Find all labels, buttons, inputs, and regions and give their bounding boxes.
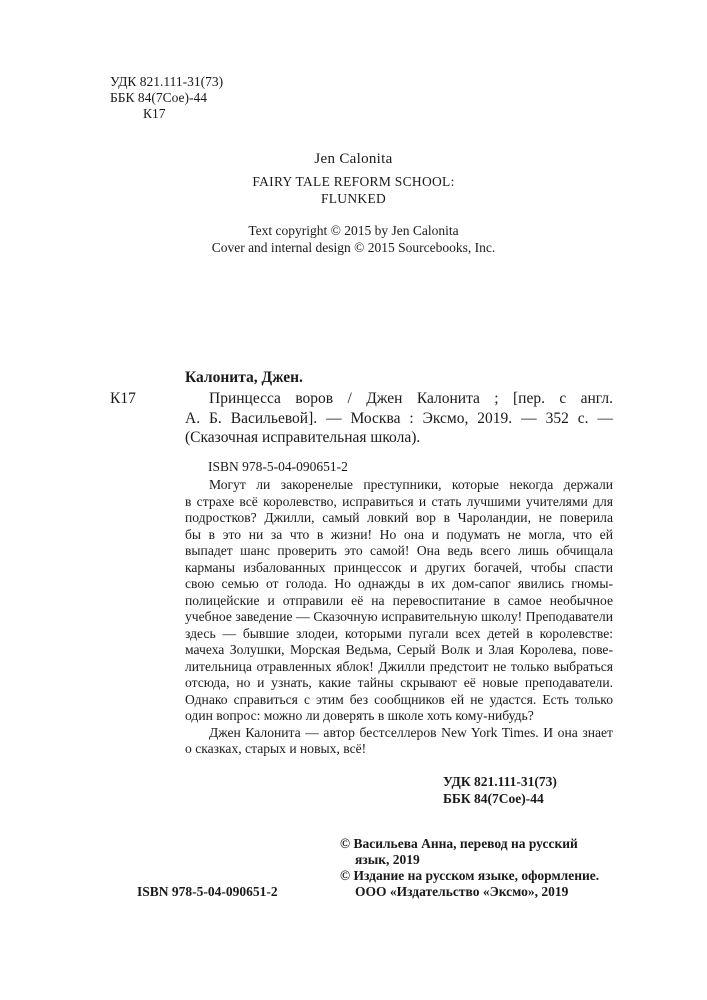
annotation-line: Могут ли закоренелые преступники, которые некогда держали [209,477,613,492]
annotation-line: карманы избалованных принцессок и других богачей, чтобы спасти [185,559,613,575]
annotation-line: в страхе всё королевство, исправиться и стать лучшими учителями для [185,493,613,509]
annotation-line: свою семью от голода. Но однажды в их дом-сапог явились гномы- [185,576,613,591]
annotation-line: выпадет шанс проверить это самой! Она ведь всего лишь обчищала [185,543,613,558]
catalog-isbn: ISBN 978-5-04-090651-2 [208,459,348,474]
annotation-line: один вопрос: можно ли доверять в школе хоть кому-нибудь? [185,708,534,723]
original-edition-info [100,150,607,256]
annotation-line: Джен Калонита — автор бестселлеров New York Times. И она знает [209,724,613,740]
description-line: А. Б. Васильевой]. — Москва : Эксмо, 2019. — 352 с. — [185,409,613,427]
annotation-line: о сказках, старых и новых, всё! [185,741,367,756]
annotation-line: бы в это ни за что в жизни! Но она и подумать не могла, что ей [185,526,613,542]
udk-code: УДК 821.111-31(73) [110,74,224,89]
bottom-isbn: ISBN 978-5-04-090651-2 [137,884,278,899]
original-author: Jen Calonita [314,151,393,167]
annotation-line: полицейские и отправили её на перевоспитание в самое необычное [185,592,613,608]
original-title-line2: FLUNKED [320,191,387,206]
author-mark: К17 [143,106,166,121]
design-copyright: Cover and internal design © 2015 Sourcebooks, Inc. [211,240,496,255]
annotation-line: учебное заведение — Сказочную исправительную школу! Преподаватели [185,609,613,624]
description-line: Принцесса воров / Джен Калонита ; [пер. с англ. [209,390,613,407]
translation-copyright-line2: язык, 2019 [355,852,420,867]
translation-copyright-line1: © Васильева Анна, перевод на русский [340,836,578,851]
annotation [185,477,613,758]
annotation-line: Однако справиться с этим без сообщников ей не удастся. Есть только [185,691,613,707]
annotation-line: мачеха Золушки, Морская Ведьма, Серый Волк и Злая Королева, пове- [185,642,613,657]
catalog-author-heading: Калонита, Джен. [185,369,303,386]
text-copyright: Text copyright © 2015 by Jen Calonita [248,223,459,238]
description-line: (Сказочная исправительная школа). [185,429,421,446]
catalog-description [185,389,613,448]
bbk-code: ББК 84(7Сое)-44 [110,90,208,105]
bottom-bbk-code: ББК 84(7Сое)-44 [443,791,544,806]
edition-copyright-line1: © Издание на русском языке, оформление. [340,868,600,883]
original-title-line1: FAIRY TALE REFORM SCHOOL: [252,174,455,189]
bottom-udk-code: УДК 821.111-31(73) [443,774,557,789]
annotation-line: отсюда, но и узнать, какие тайны скрывают её новые преподаватели. [185,675,613,690]
edition-copyright-line2: ООО «Издательство «Эксмо», 2019 [355,884,569,899]
annotation-line: здесь — бывшие злодеи, которыми пугали всех детей в королевстве: [185,625,613,641]
catalog-author-mark: К17 [110,390,136,407]
annotation-line: подростков? Джилли, самый ловкий вор в Чароландии, не поверила [185,510,613,525]
annotation-line: лительница отравленных яблок! Джилли предстоит не только выбраться [185,658,613,674]
